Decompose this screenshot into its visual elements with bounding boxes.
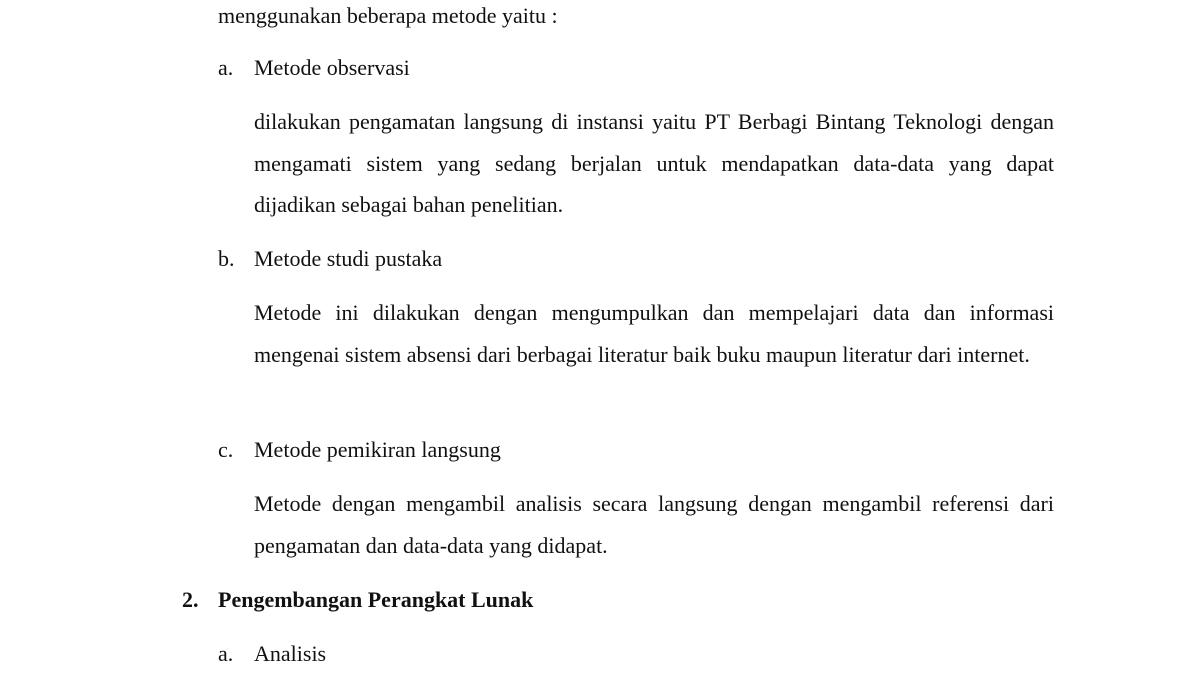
section-title: Pengembangan Perangkat Lunak (218, 587, 534, 612)
method-b-body: Metode ini dilakukan dengan mengumpulkan dan mempelajari data dan informasi mengenai sistem absensi dari berbagai literatur baik buku maupun literatur dari internet. (254, 300, 1054, 367)
method-c-title: Metode pemikiran langsung (254, 437, 501, 462)
method-c-body: Metode dengan mengambil analisis secara langsung dengan mengambil referensi dari pengamatan dan data-data yang didapat. (254, 491, 1054, 558)
method-b-marker: b. (218, 246, 235, 271)
subsection-title: Analisis (254, 641, 327, 666)
subsection-marker: a. (218, 641, 234, 666)
intro-line: menggunakan beberapa metode yaitu : (218, 3, 558, 28)
section-number: 2. (182, 587, 199, 612)
method-a-body: dilakukan pengamatan langsung di instansi yaitu PT Berbagi Bintang Teknologi dengan mengamati sistem yang sedang berjalan untuk mendapatkan data-data yang dapat dijadikan sebagai bahan penelitian. (254, 109, 1054, 218)
method-c-marker: c. (218, 437, 234, 462)
method-b-title: Metode studi pustaka (254, 246, 443, 271)
method-a-marker: a. (218, 55, 234, 80)
method-a-title: Metode observasi (254, 55, 410, 80)
